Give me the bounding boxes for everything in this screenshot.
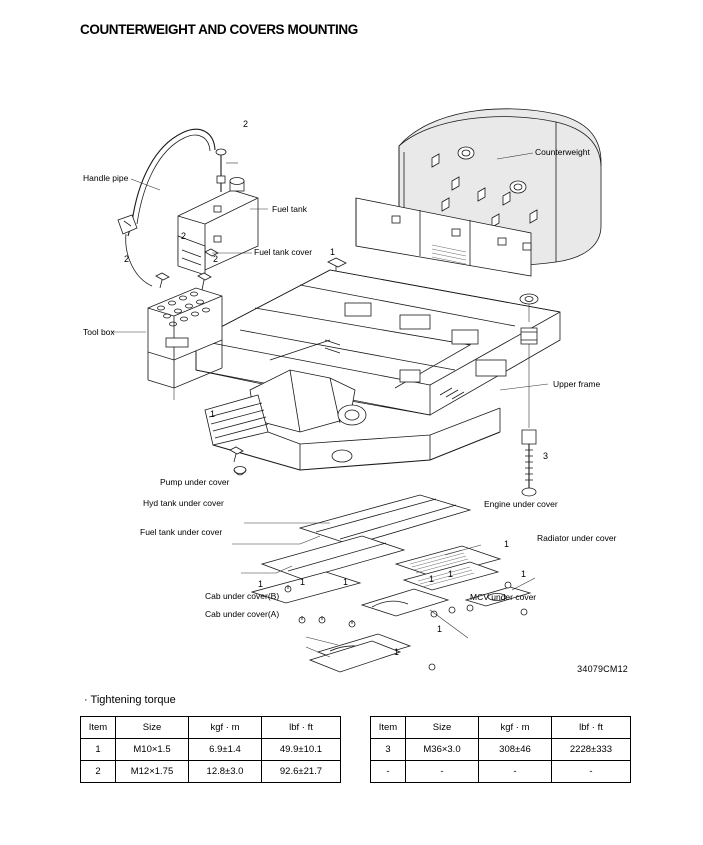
frame-bolts <box>230 447 246 475</box>
exploded-diagram <box>0 40 703 680</box>
callout-item-1-frame: 1 <box>210 409 216 419</box>
callout-item-1-c2: 1 <box>300 577 306 587</box>
label-upper-frame: Upper frame <box>553 379 601 389</box>
diagram-drawing <box>0 40 703 680</box>
label-radiator-under-cover: Radiator under cover <box>537 533 617 543</box>
callout-item-1-c7: 1 <box>521 569 527 579</box>
tool-box-part <box>148 288 222 388</box>
cell-kgf: - <box>479 761 552 783</box>
engine-under-cover-part <box>396 546 500 590</box>
table-row <box>81 761 341 783</box>
cell-item: 1 <box>81 739 116 761</box>
header-item: Item <box>371 717 406 739</box>
hyd-tank-under-cover-part <box>262 536 404 579</box>
label-tool-box: Tool box <box>83 327 115 337</box>
label-engine-under-cover: Engine under cover <box>484 499 558 509</box>
label-pump-under-cover: Pump under cover <box>160 477 230 487</box>
upper-frame-part <box>196 270 560 470</box>
cell-kgf: 308±46 <box>479 739 552 761</box>
label-cab-under-cover-b: Cab under cover(B) <box>205 591 280 601</box>
cell-size: - <box>406 761 479 783</box>
cell-size: M12×1.75 <box>116 761 189 783</box>
callout-item-1-plate: 1 <box>330 247 336 257</box>
callout-item-2-d: 2 <box>213 254 219 264</box>
header-lbf: lbf · ft <box>552 717 631 739</box>
cell-lbf: 92.6±21.7 <box>262 761 341 783</box>
header-item: Item <box>81 717 116 739</box>
table-row <box>81 739 341 761</box>
callout-item-1-c8: 1 <box>437 624 443 634</box>
callout-item-1-c1: 1 <box>258 579 264 589</box>
header-kgf: kgf · m <box>479 717 552 739</box>
torque-table-right <box>370 716 631 783</box>
torque-heading: · Tightening torque <box>84 694 176 706</box>
label-fuel-tank-under-cover: Fuel tank under cover <box>140 527 223 537</box>
cell-lbf: 49.9±10.1 <box>262 739 341 761</box>
header-size: Size <box>116 717 189 739</box>
cell-kgf: 6.9±1.4 <box>189 739 262 761</box>
callout-item-2-a: 2 <box>243 119 249 129</box>
label-hyd-tank-under-cover: Hyd tank under cover <box>143 498 224 508</box>
table-row <box>371 739 631 761</box>
figure-code: 34079CM12 <box>577 664 628 674</box>
page-title: COUNTERWEIGHT AND COVERS MOUNTING <box>80 22 358 37</box>
callout-item-1-c3: 1 <box>343 577 349 587</box>
label-cab-under-cover-a: Cab under cover(A) <box>205 609 280 619</box>
cell-item: 2 <box>81 761 116 783</box>
cell-kgf: 12.8±3.0 <box>189 761 262 783</box>
cell-item: - <box>371 761 406 783</box>
label-fuel-tank: Fuel tank <box>272 204 307 214</box>
cell-size: M36×3.0 <box>406 739 479 761</box>
header-kgf: kgf · m <box>189 717 262 739</box>
table-header-row <box>81 717 341 739</box>
header-size: Size <box>406 717 479 739</box>
pump-under-cover-part <box>300 495 470 545</box>
label-fuel-tank-cover: Fuel tank cover <box>254 247 313 257</box>
table-row <box>371 761 631 783</box>
torque-table-left <box>80 716 341 783</box>
callout-item-1-c9: 1 <box>394 647 400 657</box>
callout-item-1-c5: 1 <box>448 569 454 579</box>
callout-item-1-c6: 1 <box>504 539 510 549</box>
label-counterweight: Counterweight <box>535 147 590 157</box>
callout-item-1-c4: 1 <box>429 574 435 584</box>
cell-lbf: 2228±333 <box>552 739 631 761</box>
cell-item: 3 <box>371 739 406 761</box>
table-header-row <box>371 717 631 739</box>
callout-item-2-c: 2 <box>124 254 130 264</box>
cell-size: M10×1.5 <box>116 739 189 761</box>
label-handle-pipe: Handle pipe <box>83 173 129 183</box>
callout-item-3: 3 <box>543 451 549 461</box>
callout-item-2-b: 2 <box>181 231 187 241</box>
header-lbf: lbf · ft <box>262 717 341 739</box>
label-mcv-under-cover: MCV under cover <box>470 592 537 602</box>
cell-lbf: - <box>552 761 631 783</box>
